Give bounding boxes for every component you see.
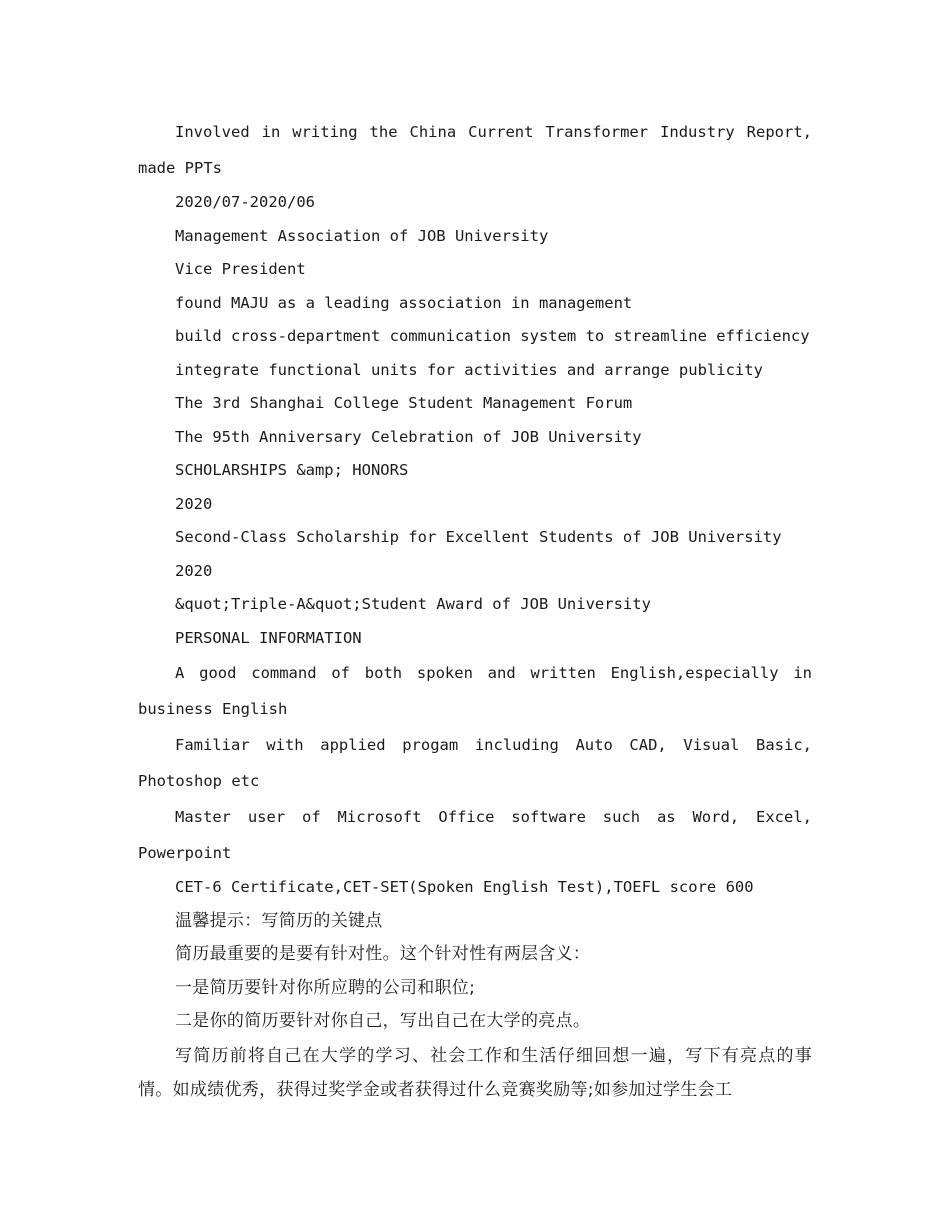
tips-line: 一是简历要针对你所应聘的公司和职位; bbox=[175, 977, 476, 998]
section-heading-personal-information: PERSONAL INFORMATION bbox=[175, 628, 362, 647]
achievement-item: build cross-department communication system to streamline efficiency bbox=[175, 327, 810, 345]
achievement-item: integrate functional units for activities and arrange publicity bbox=[175, 360, 763, 379]
section-heading-scholarships: SCHOLARSHIPS &amp; HONORS bbox=[175, 461, 409, 479]
intro-paragraph: Involved in writing the China Current Transformer Industry Report, made PPTs bbox=[138, 123, 812, 177]
event-item: The 95th Anniversary Celebration of JOB University bbox=[175, 427, 642, 446]
tips-line: 二是你的简历要针对你自己，写出自己在大学的亮点。 bbox=[175, 1011, 591, 1031]
award-item: &quot;Triple-A&quot;Student Award of JOB University bbox=[175, 595, 651, 613]
organization-name: Management Association of JOB University bbox=[175, 226, 549, 245]
skill-paragraph: A good command of both spoken and written English,especially in business English bbox=[138, 664, 812, 718]
award-year: 2020 bbox=[175, 561, 213, 580]
certificate-line: CET-6 Certificate,CET-SET(Spoken English Test),TOEFL score 600 bbox=[175, 878, 754, 896]
tips-heading: 温馨提示：写简历的关键点 bbox=[175, 910, 383, 931]
achievement-item: found MAJU as a leading association in management bbox=[175, 293, 633, 312]
role-title: Vice President bbox=[175, 260, 306, 278]
document-body bbox=[138, 114, 812, 1107]
skill-paragraph: Familiar with applied progam including Auto CAD, Visual Basic, Photoshop etc bbox=[138, 736, 812, 790]
date-range: 2020/07-2020/06 bbox=[175, 193, 315, 211]
skill-paragraph: Master user of Microsoft Office software such as Word, Excel, Powerpoint bbox=[138, 808, 812, 862]
event-item: The 3rd Shanghai College Student Management Forum bbox=[175, 394, 633, 412]
tips-line: 简历最重要的是要有针对性。这个针对性有两层含义： bbox=[175, 944, 591, 964]
closing-paragraph: 写简历前将自己在大学的学习、社会工作和生活仔细回想一遍，写下有亮点的事情。如成绩优秀，获得过奖学金或者获得过什么竞赛奖励等;如参加过学生会工 bbox=[138, 1045, 812, 1100]
award-year: 2020 bbox=[175, 494, 213, 513]
award-item: Second-Class Scholarship for Excellent Students of JOB University bbox=[175, 528, 782, 546]
